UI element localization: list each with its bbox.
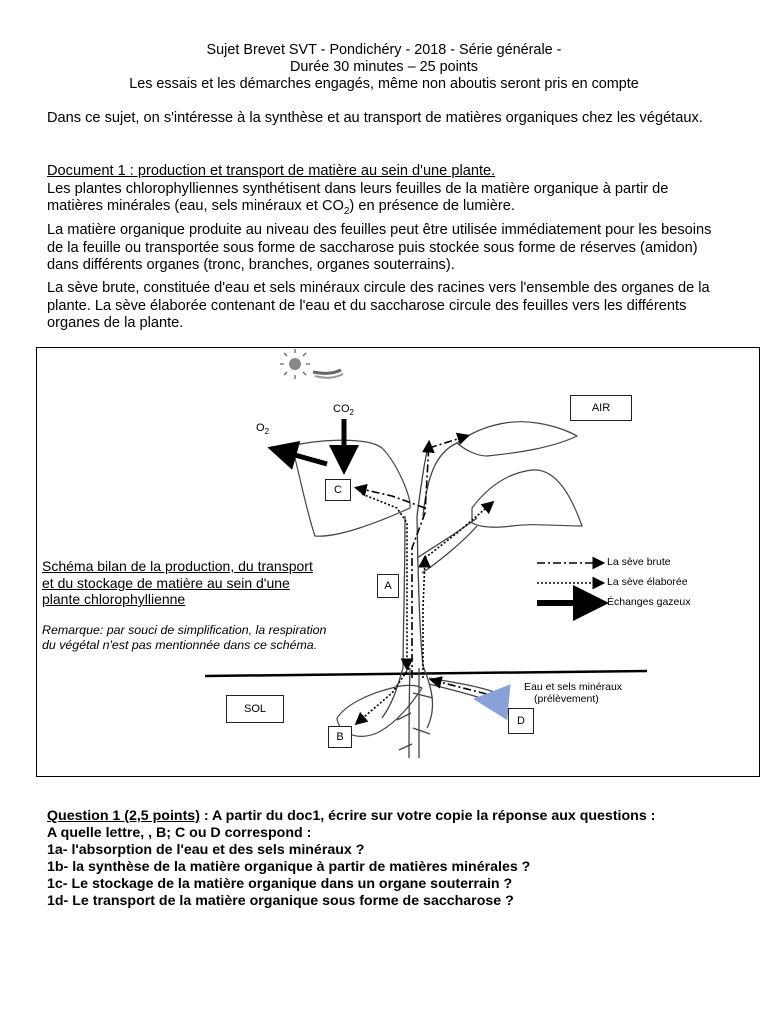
legend-gas-exchange: Échanges gazeux <box>607 596 691 608</box>
water-uptake-arrow <box>485 700 507 702</box>
legend-elaborated-sap: La sève élaborée <box>607 576 688 588</box>
document1-paragraph-1 <box>47 181 727 221</box>
co2-label: $CO_2$ <box>333 403 354 418</box>
question-heading: Question 1 (2,5 points) <box>47 808 200 824</box>
figure-plant-diagram <box>36 347 760 777</box>
header-line-2: Durée 30 minutes – 25 points <box>290 59 478 75</box>
box-c: C <box>325 479 351 501</box>
header-line-1: Sujet Brevet SVT - Pondichéry - 2018 - Série générale - <box>206 42 562 58</box>
question-intro: A quelle lettre, , B; C ou D correspond : <box>47 825 312 841</box>
question-item: 1b- la synthèse de la matière organique à partir de matières minérales ? <box>47 859 531 875</box>
document1-block <box>47 163 727 220</box>
header-line-3: Les essais et les démarches engagés, même non aboutis seront pris en compte <box>129 76 639 92</box>
water-label-1: Eau et sels minéraux <box>524 681 623 693</box>
document1-paragraph-2: La matière organique produite au niveau des feuilles peut être utilisée immédiatement pour les besoins de la feuille ou transportée sous forme de saccharose puis stockée sous forme de réserves (amidon) dans différents organes (tronc, branches, organes souterrains). <box>47 222 712 273</box>
elaborated-sap-path <box>357 494 492 723</box>
intro-paragraph: Dans ce sujet, on s'intéresse à la synthèse et au transport de matières organiques chez les végétaux. <box>47 110 703 126</box>
p1-text: Les plantes chlorophylliennes synthétisent dans leurs feuilles de la matière organique à partir de matières minérales (eau, sels minéraux et CO <box>47 180 669 214</box>
question-heading-line <box>47 808 747 825</box>
figure-title: Schéma bilan de la production, du transport et du stockage de matière au sein d'une plante chlorophyllienne <box>42 558 313 607</box>
sol-label: SOL <box>226 695 284 723</box>
header <box>0 42 768 93</box>
legend-raw-sap: La sève brute <box>607 556 671 568</box>
box-a: A <box>377 574 399 598</box>
question-block <box>47 808 747 910</box>
question-item: 1a- l'absorption de l'eau et des sels minéraux ? <box>47 842 365 858</box>
legend <box>537 563 602 603</box>
water-label-2: (prélèvement) <box>534 693 599 705</box>
document1-title: Document 1 : production et transport de matière au sein d'une plante. <box>47 163 496 179</box>
p1-text-end: ) en présence de lumière. <box>349 198 515 214</box>
question-item: 1d- Le transport de la matière organique sous forme de saccharose ? <box>47 893 514 909</box>
air-label: AIR <box>570 395 632 421</box>
co2-subscript: 2 <box>343 205 350 217</box>
question-heading-rest: : A partir du doc1, écrire sur votre copie la réponse aux questions : <box>199 808 656 824</box>
box-d: D <box>508 708 534 734</box>
question-item: 1c- Le stockage de la matière organique dans un organe souterrain ? <box>47 876 513 892</box>
o2-label: $O_2$ <box>256 422 270 437</box>
document1-paragraph-3: La sève brute, constituée d'eau et sels minéraux circule des racines vers l'ensemble des organes de la plante. La sève élaborée contenant de l'eau et du saccharose circule des feuilles vers les différents organes de la plante. <box>47 280 710 331</box>
figure-note: Remarque: par souci de simplification, la respiration du végétal n'est pas mentionnée dans ce schéma. <box>42 623 327 652</box>
sun-icon <box>280 349 343 379</box>
box-b: B <box>328 726 352 748</box>
